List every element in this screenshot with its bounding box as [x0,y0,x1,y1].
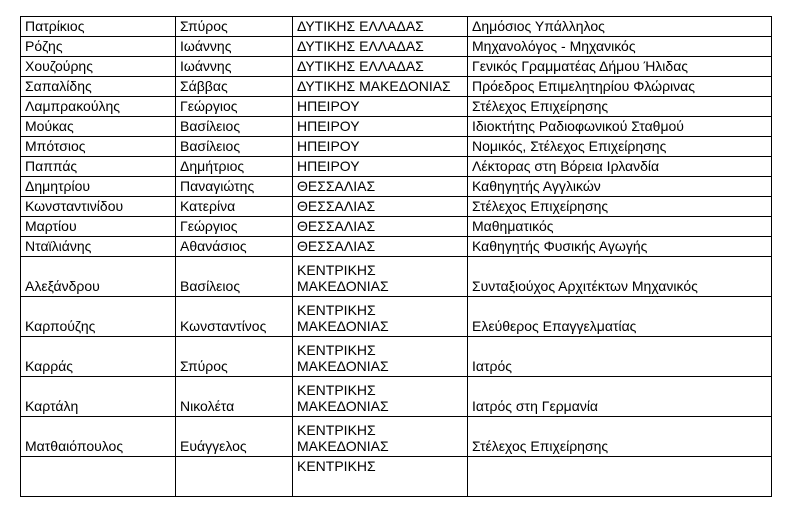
name-cell: Γεώργιος [176,97,293,117]
surname-cell: Παππάς [21,157,176,177]
occupation-cell: Συνταξιούχος Αρχιτέκτων Μηχανικός [468,257,772,297]
name-cell: Ευάγγελος [176,417,293,457]
occupation-cell [468,457,772,497]
occupation-cell: Πρόεδρος Επιμελητηρίου Φλώρινας [468,77,772,97]
occupation-cell: Στέλεχος Επιχείρησης [468,197,772,217]
table-row [21,177,772,197]
name-cell [176,457,293,497]
occupation-cell: Μηχανολόγος - Μηχανικός [468,37,772,57]
occupation-cell: Γενικός Γραμματέας Δήμου Ήλιδας [468,57,772,77]
surname-cell: Καρτάλη [21,377,176,417]
occupation-cell: Νομικός, Στέλεχος Επιχείρησης [468,137,772,157]
document-page [20,16,772,497]
region-line-2: ΜΑΚΕΔΟΝΙΑΣ [297,278,389,294]
name-cell: Παναγιώτης [176,177,293,197]
name-cell: Κατερίνα [176,197,293,217]
surname-cell: Σαπαλίδης [21,77,176,97]
table-row [21,417,772,457]
surname-cell: Ματθαιόπουλος [21,417,176,457]
name-cell: Βασίλειος [176,117,293,137]
occupation-cell: Μαθηματικός [468,217,772,237]
table-row [21,337,772,377]
region-cell: ΔΥΤΙΚΗΣ ΕΛΛΑΔΑΣ [293,17,468,37]
region-cell: ΘΕΣΣΑΛΙΑΣ [293,197,468,217]
region-line-2: ΜΑΚΕΔΟΝΙΑΣ [297,318,389,334]
occupation-cell: Στέλεχος Επιχείρησης [468,97,772,117]
region-line-2: ΜΑΚΕΔΟΝΙΑΣ [297,398,389,414]
occupation-cell: Λέκτορας στη Βόρεια Ιρλανδία [468,157,772,177]
surname-cell: Κωνσταντινίδου [21,197,176,217]
surname-cell: Αλεξάνδρου [21,257,176,297]
region-cell [293,257,468,297]
name-cell: Βασίλειος [176,257,293,297]
surname-cell: Δημητρίου [21,177,176,197]
name-cell: Σπύρος [176,17,293,37]
region-cell [293,417,468,457]
surname-cell: Μούκας [21,117,176,137]
table-row [21,77,772,97]
name-cell: Γεώργιος [176,217,293,237]
name-cell: Σπύρος [176,337,293,377]
region-cell: ΗΠΕΙΡΟΥ [293,137,468,157]
occupation-cell: Στέλεχος Επιχείρησης [468,417,772,457]
table-row [21,377,772,417]
name-cell: Σάββας [176,77,293,97]
occupation-cell: Ιδιοκτήτης Ραδιοφωνικού Σταθμού [468,117,772,137]
region-cell [293,377,468,417]
region-cell: ΗΠΕΙΡΟΥ [293,97,468,117]
region-cell: ΔΥΤΙΚΗΣ ΕΛΛΑΔΑΣ [293,37,468,57]
region-cell: ΗΠΕΙΡΟΥ [293,117,468,137]
region-line-1: ΚΕΝΤΡΙΚΗΣ [297,422,376,438]
table-row [21,237,772,257]
region-cell: ΗΠΕΙΡΟΥ [293,157,468,177]
region-line-1: ΚΕΝΤΡΙΚΗΣ [297,342,376,358]
region-cell [293,337,468,377]
occupation-cell: Ιατρός στη Γερμανία [468,377,772,417]
name-cell: Ιωάννης [176,57,293,77]
surname-cell: Καρπούζης [21,297,176,337]
occupation-cell: Ιατρός [468,337,772,377]
region-cell: ΘΕΣΣΑΛΙΑΣ [293,177,468,197]
name-cell: Ιωάννης [176,37,293,57]
table-row [21,117,772,137]
surname-cell: Λαμπρακούλης [21,97,176,117]
region-line-1: ΚΕΝΤΡΙΚΗΣ [297,458,376,474]
surname-cell: Καρράς [21,337,176,377]
region-cell: ΔΥΤΙΚΗΣ ΜΑΚΕΔΟΝΙΑΣ [293,77,468,97]
region-cell [293,297,468,337]
surname-cell [21,457,176,497]
table-row [21,17,772,37]
region-line-2: ΜΑΚΕΔΟΝΙΑΣ [297,438,389,454]
region-line-2: ΜΑΚΕΔΟΝΙΑΣ [297,358,389,374]
occupation-cell: Καθηγητής Αγγλικών [468,177,772,197]
table-row [21,57,772,77]
region-cell: ΔΥΤΙΚΗΣ ΕΛΛΑΔΑΣ [293,57,468,77]
region-cell: ΘΕΣΣΑΛΙΑΣ [293,217,468,237]
surname-cell: Πατρίκιος [21,17,176,37]
region-cell [293,457,468,497]
name-cell: Δημήτριος [176,157,293,177]
name-cell: Αθανάσιος [176,237,293,257]
candidates-table [20,16,772,497]
surname-cell: Ρόζης [21,37,176,57]
surname-cell: Χουζούρης [21,57,176,77]
table-row [21,157,772,177]
table-row [21,37,772,57]
name-cell: Νικολέτα [176,377,293,417]
surname-cell: Νταϊλιάνης [21,237,176,257]
surname-cell: Μπότσιος [21,137,176,157]
occupation-cell: Δημόσιος Υπάλληλος [468,17,772,37]
occupation-cell: Καθηγητής Φυσικής Αγωγής [468,237,772,257]
occupation-cell: Ελεύθερος Επαγγελματίας [468,297,772,337]
table-row [21,297,772,337]
table-row [21,257,772,297]
surname-cell: Μαρτίου [21,217,176,237]
name-cell: Βασίλειος [176,137,293,157]
table-row [21,457,772,497]
region-line-1: ΚΕΝΤΡΙΚΗΣ [297,262,376,278]
region-line-1: ΚΕΝΤΡΙΚΗΣ [297,302,376,318]
region-line-1: ΚΕΝΤΡΙΚΗΣ [297,382,376,398]
region-cell: ΘΕΣΣΑΛΙΑΣ [293,237,468,257]
table-row [21,97,772,117]
table-row [21,217,772,237]
name-cell: Κωνσταντίνος [176,297,293,337]
table-row [21,197,772,217]
table-row [21,137,772,157]
